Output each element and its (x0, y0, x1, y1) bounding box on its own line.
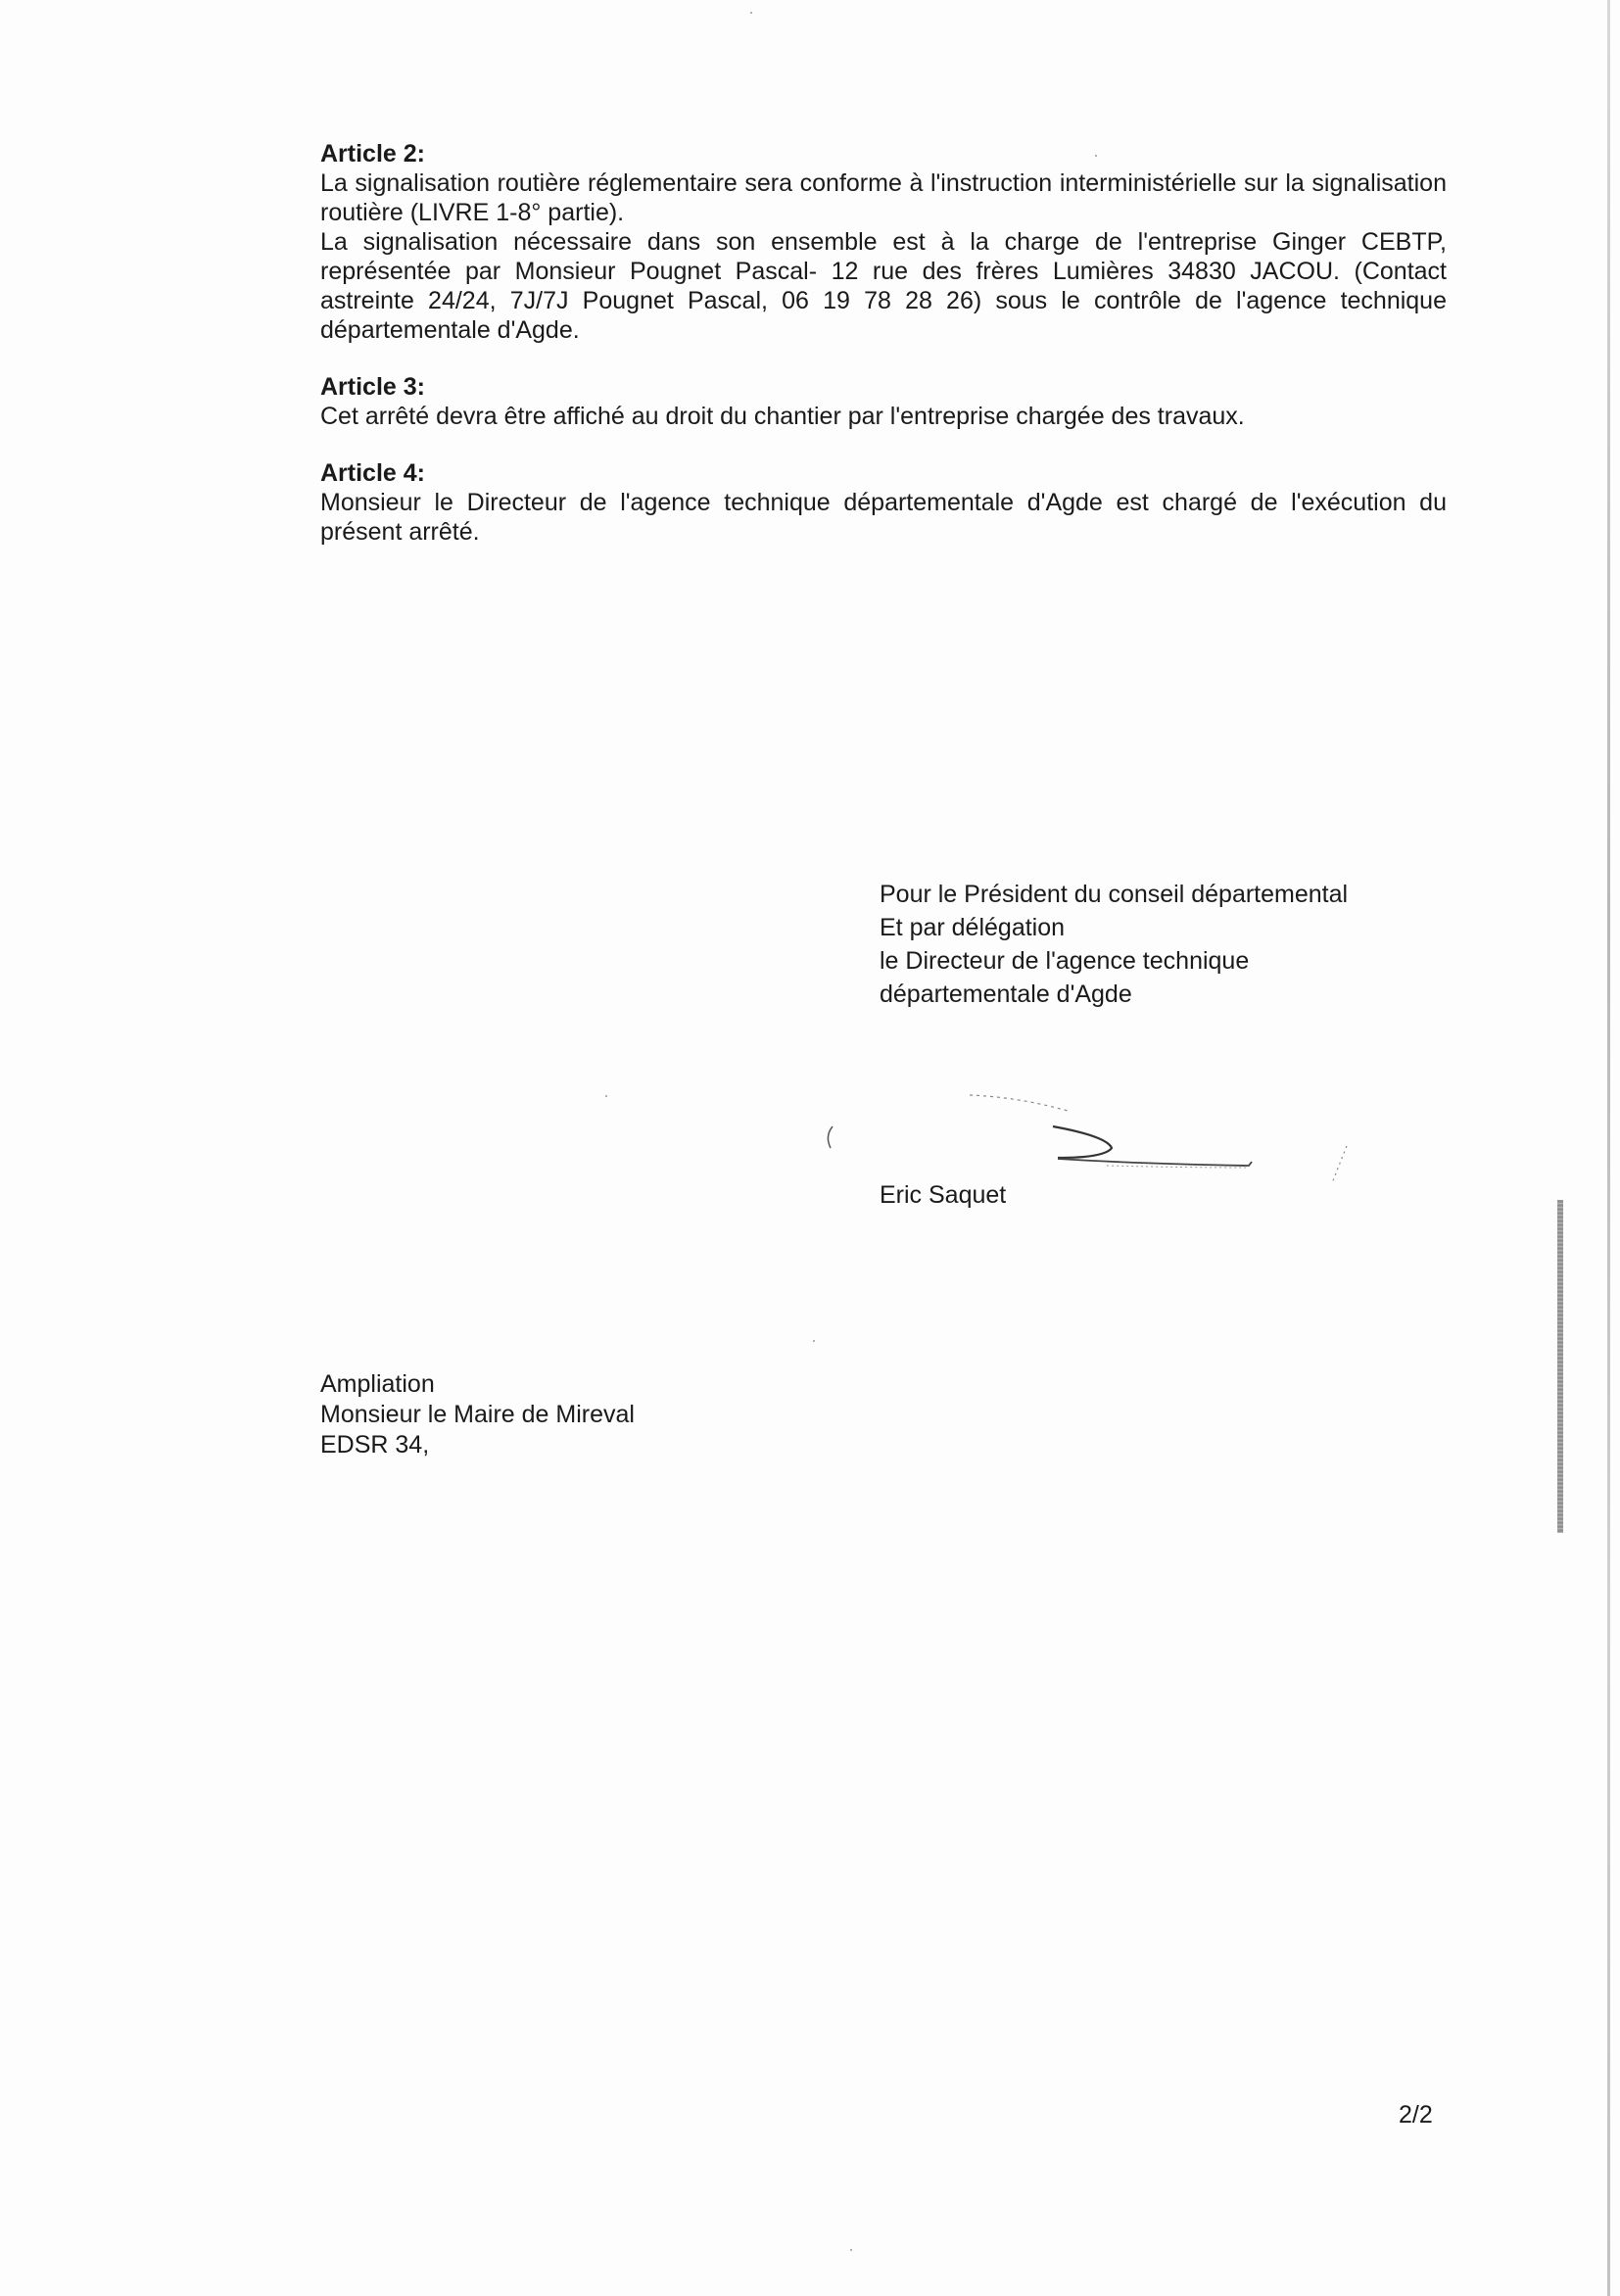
article-4 (320, 458, 1447, 547)
signature-block (880, 878, 1348, 1011)
article-2 (320, 139, 1447, 345)
signature-line: départementale d'Agde (880, 981, 1132, 1008)
scan-artifact (1557, 1200, 1563, 1533)
scan-speck (850, 2249, 852, 2251)
articles-section (320, 139, 1447, 574)
ampliation-block (320, 1369, 635, 1460)
signature-line: Et par délégation (880, 914, 1066, 941)
article-heading: Article 3: (320, 373, 425, 401)
article-paragraph: Cet arrêté devra être affiché au droit du chantier par l'entreprise chargée des travaux. (320, 403, 1245, 430)
ampliation-recipient: EDSR 34, (320, 1431, 430, 1459)
article-paragraph: Monsieur le Directeur de l'agence technique départementale d'Agde est chargé de l'exécution du présent arrêté. (320, 489, 1447, 546)
page-number: 2/2 (1399, 2101, 1433, 2129)
ampliation-title: Ampliation (320, 1370, 435, 1398)
handwritten-signature (813, 1077, 1361, 1195)
ampliation-recipient: Monsieur le Maire de Mireval (320, 1401, 635, 1428)
scan-speck (605, 1095, 607, 1097)
scan-edge (1607, 0, 1610, 2296)
scan-speck (750, 12, 752, 14)
signature-line: le Directeur de l'agence technique (880, 947, 1250, 975)
signer-name: Eric Saquet (880, 1181, 1007, 1209)
article-paragraph: La signalisation nécessaire dans son ensemble est à la charge de l'entreprise Ginger CEBTP, représentée par Monsieur Pougnet Pascal- 12 rue des frères Lumières 34830 JACOU. (Contact astreinte 24/24, 7J/7J Pougnet Pascal, 06 19 78 28 26) sous le contrôle de l'agence technique départementale d'Agde. (320, 228, 1447, 344)
article-heading: Article 2: (320, 140, 425, 167)
signature-line: Pour le Président du conseil départemental (880, 881, 1349, 908)
scan-speck (813, 1340, 815, 1342)
article-heading: Article 4: (320, 459, 425, 487)
article-paragraph: La signalisation routière réglementaire sera conforme à l'instruction interministérielle sur la signalisation routière (LIVRE 1-8° partie). (320, 169, 1447, 226)
article-3 (320, 372, 1447, 431)
